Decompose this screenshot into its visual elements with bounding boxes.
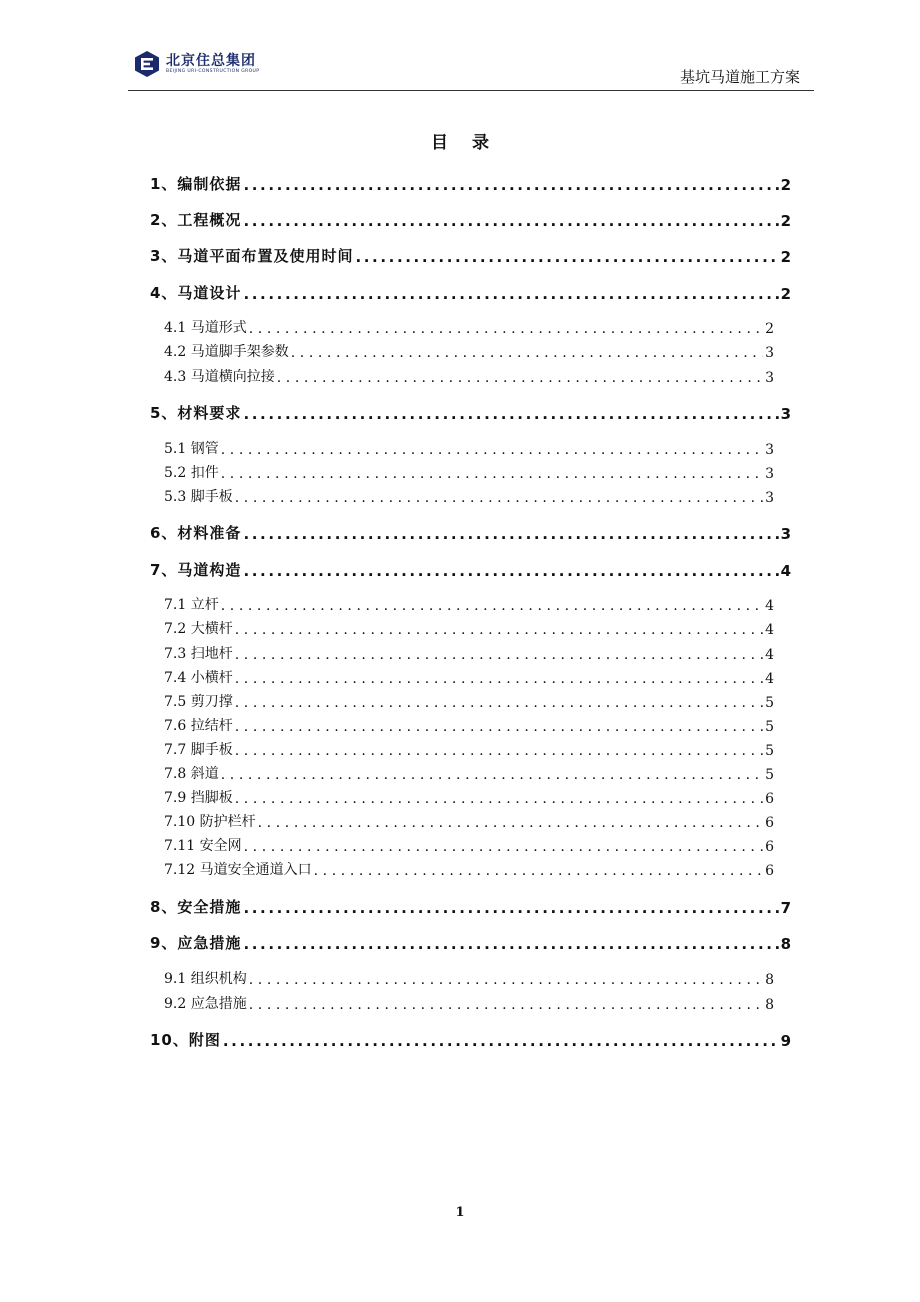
toc-entry-label: 7.11 安全网 — [164, 838, 242, 854]
toc-entry-page: 6 — [765, 839, 774, 855]
toc-entry-chapter[interactable] — [150, 559, 792, 580]
toc-entry-chapter[interactable] — [150, 522, 792, 543]
toc-leader-dots — [355, 248, 778, 266]
toc-entry-label: 10、附图 — [150, 1031, 221, 1049]
toc-leader-dots — [249, 972, 763, 988]
toc-entry-label: 2、工程概况 — [150, 211, 242, 229]
toc-entry-section[interactable] — [164, 618, 774, 638]
toc-entry-page: 2 — [780, 176, 792, 194]
toc-entry-label: 4.3 马道横向拉接 — [164, 369, 275, 385]
toc-entry-section[interactable] — [164, 594, 774, 614]
toc-leader-dots — [221, 598, 763, 614]
toc-entry-page: 8 — [780, 935, 792, 953]
toc-entry-label: 4、马道设计 — [150, 284, 242, 302]
toc-leader-dots — [243, 176, 778, 194]
toc-leader-dots — [221, 466, 763, 482]
toc-entry-chapter[interactable] — [150, 896, 792, 917]
toc-entry-label: 8、安全措施 — [150, 898, 242, 916]
toc-entry-page: 2 — [780, 248, 792, 266]
logo-name-cn: 北京住总集团 — [166, 52, 256, 69]
toc-entry-label: 5.3 脚手板 — [164, 489, 233, 505]
toc-entry-section[interactable] — [164, 835, 774, 855]
toc-entry-page: 3 — [765, 345, 774, 361]
toc-entry-label: 7.9 挡脚板 — [164, 790, 233, 806]
toc-leader-dots — [235, 719, 763, 735]
page-number: 1 — [455, 1205, 465, 1220]
toc-entry-page: 7 — [780, 899, 792, 917]
toc-entry-page: 3 — [765, 466, 774, 482]
toc-entry-label: 9.1 组织机构 — [164, 971, 247, 987]
toc-entry-chapter[interactable] — [150, 209, 792, 230]
toc-entry-page: 5 — [765, 767, 774, 783]
toc-leader-dots — [244, 839, 763, 855]
toc-entry-section[interactable] — [164, 968, 774, 988]
toc-heading-char-2: 录 — [472, 133, 489, 153]
toc-leader-dots — [243, 935, 778, 953]
toc-entry-section[interactable] — [164, 739, 774, 759]
toc-entry-label: 4.1 马道形式 — [164, 320, 247, 336]
toc-entry-label: 5.2 扣件 — [164, 465, 219, 481]
toc-entry-page: 3 — [765, 442, 774, 458]
toc-entry-section[interactable] — [164, 341, 774, 361]
toc-entry-label: 5、材料要求 — [150, 404, 242, 422]
toc-entry-page: 5 — [765, 695, 774, 711]
toc-leader-dots — [314, 863, 763, 879]
toc-entry-label: 6、材料准备 — [150, 524, 242, 542]
toc-entry-page: 6 — [765, 815, 774, 831]
toc-entry-page: 6 — [765, 791, 774, 807]
toc-leader-dots — [277, 370, 763, 386]
toc-leader-dots — [243, 212, 778, 230]
toc-entry-page: 4 — [765, 671, 774, 687]
toc-entry-section[interactable] — [164, 486, 774, 506]
toc-leader-dots — [243, 405, 778, 423]
toc-entry-section[interactable] — [164, 859, 774, 879]
toc-entry-page: 2 — [780, 212, 792, 230]
toc-entry-section[interactable] — [164, 787, 774, 807]
toc-entry-section[interactable] — [164, 462, 774, 482]
toc-entry-page: 3 — [765, 370, 774, 386]
toc-leader-dots — [249, 997, 763, 1013]
toc-entry-label: 7.8 斜道 — [164, 766, 219, 782]
toc-leader-dots — [235, 671, 763, 687]
toc-leader-dots — [249, 321, 763, 337]
toc-entry-page: 4 — [780, 562, 792, 580]
toc-entry-chapter[interactable] — [150, 1029, 792, 1050]
toc-entry-page: 6 — [765, 863, 774, 879]
toc-leader-dots — [221, 442, 763, 458]
toc-leader-dots — [243, 899, 778, 917]
toc-entry-chapter[interactable] — [150, 282, 792, 303]
toc-heading-char-1: 目 — [431, 133, 448, 153]
toc-entry-label: 9.2 应急措施 — [164, 996, 247, 1012]
toc-leader-dots — [235, 622, 763, 638]
toc-entry-chapter[interactable] — [150, 245, 792, 266]
toc-entry-label: 7.12 马道安全通道入口 — [164, 862, 312, 878]
toc-entry-label: 7.10 防护栏杆 — [164, 814, 256, 830]
toc-entry-section[interactable] — [164, 811, 774, 831]
toc-entry-section[interactable] — [164, 643, 774, 663]
toc-entry-page: 3 — [765, 490, 774, 506]
toc-entry-label: 5.1 钢管 — [164, 441, 219, 457]
toc-entry-label: 7.2 大横杆 — [164, 621, 233, 637]
page-header — [128, 46, 814, 91]
toc-entry-label: 7.6 拉结杆 — [164, 718, 233, 734]
logo-name-en: BEIJING URI-CONSTRUCTION GROUP — [166, 68, 260, 74]
toc-entry-section[interactable] — [164, 317, 774, 337]
toc-entry-section[interactable] — [164, 691, 774, 711]
toc-entry-label: 7、马道构造 — [150, 561, 242, 579]
toc-entry-page: 2 — [780, 285, 792, 303]
toc-heading — [0, 128, 920, 153]
toc-entry-page: 5 — [765, 743, 774, 759]
toc-entry-label: 7.1 立杆 — [164, 597, 219, 613]
toc-leader-dots — [235, 695, 763, 711]
toc-leader-dots — [235, 490, 763, 506]
toc-entry-section[interactable] — [164, 993, 774, 1013]
toc-entry-page: 3 — [780, 525, 792, 543]
toc-entry-label: 1、编制依据 — [150, 175, 242, 193]
toc-entry-section[interactable] — [164, 763, 774, 783]
toc-entry-page: 5 — [765, 719, 774, 735]
toc-entry-page: 2 — [765, 321, 774, 337]
toc-entry-chapter[interactable] — [150, 932, 792, 953]
toc-leader-dots — [221, 767, 763, 783]
toc-leader-dots — [223, 1032, 779, 1050]
toc-entry-section[interactable] — [164, 667, 774, 687]
document-title: 基坑马道施工方案 — [679, 68, 800, 86]
toc-entry-page: 8 — [765, 972, 774, 988]
toc-entry-page: 9 — [780, 1032, 792, 1050]
toc-entry-label: 7.7 脚手板 — [164, 742, 233, 758]
toc-entry-section[interactable] — [164, 366, 774, 386]
toc-entry-page: 4 — [765, 647, 774, 663]
toc-entry-chapter[interactable] — [150, 173, 792, 194]
toc-entry-page: 4 — [765, 598, 774, 614]
toc-entry-label: 7.4 小横杆 — [164, 670, 233, 686]
company-logo-icon — [134, 50, 160, 78]
toc-leader-dots — [235, 743, 763, 759]
toc-entry-page: 3 — [780, 405, 792, 423]
toc-entry-section[interactable] — [164, 715, 774, 735]
toc-entry-label: 3、马道平面布置及使用时间 — [150, 247, 354, 265]
toc-leader-dots — [243, 285, 778, 303]
toc-leader-dots — [235, 791, 763, 807]
toc-leader-dots — [258, 815, 763, 831]
logo-text — [166, 54, 259, 75]
toc-leader-dots — [291, 345, 763, 361]
toc-entry-label: 9、应急措施 — [150, 934, 242, 952]
toc-entry-section[interactable] — [164, 438, 774, 458]
toc-entry-label: 4.2 马道脚手架参数 — [164, 344, 289, 360]
toc-leader-dots — [243, 525, 778, 543]
toc-entry-label: 7.3 扫地杆 — [164, 646, 233, 662]
toc-leader-dots — [243, 562, 778, 580]
toc-entry-page: 4 — [765, 622, 774, 638]
company-logo — [134, 50, 259, 78]
toc-entry-chapter[interactable] — [150, 402, 792, 423]
toc-entry-label: 7.5 剪刀撑 — [164, 694, 233, 710]
toc-entry-page: 8 — [765, 997, 774, 1013]
toc-leader-dots — [235, 647, 763, 663]
